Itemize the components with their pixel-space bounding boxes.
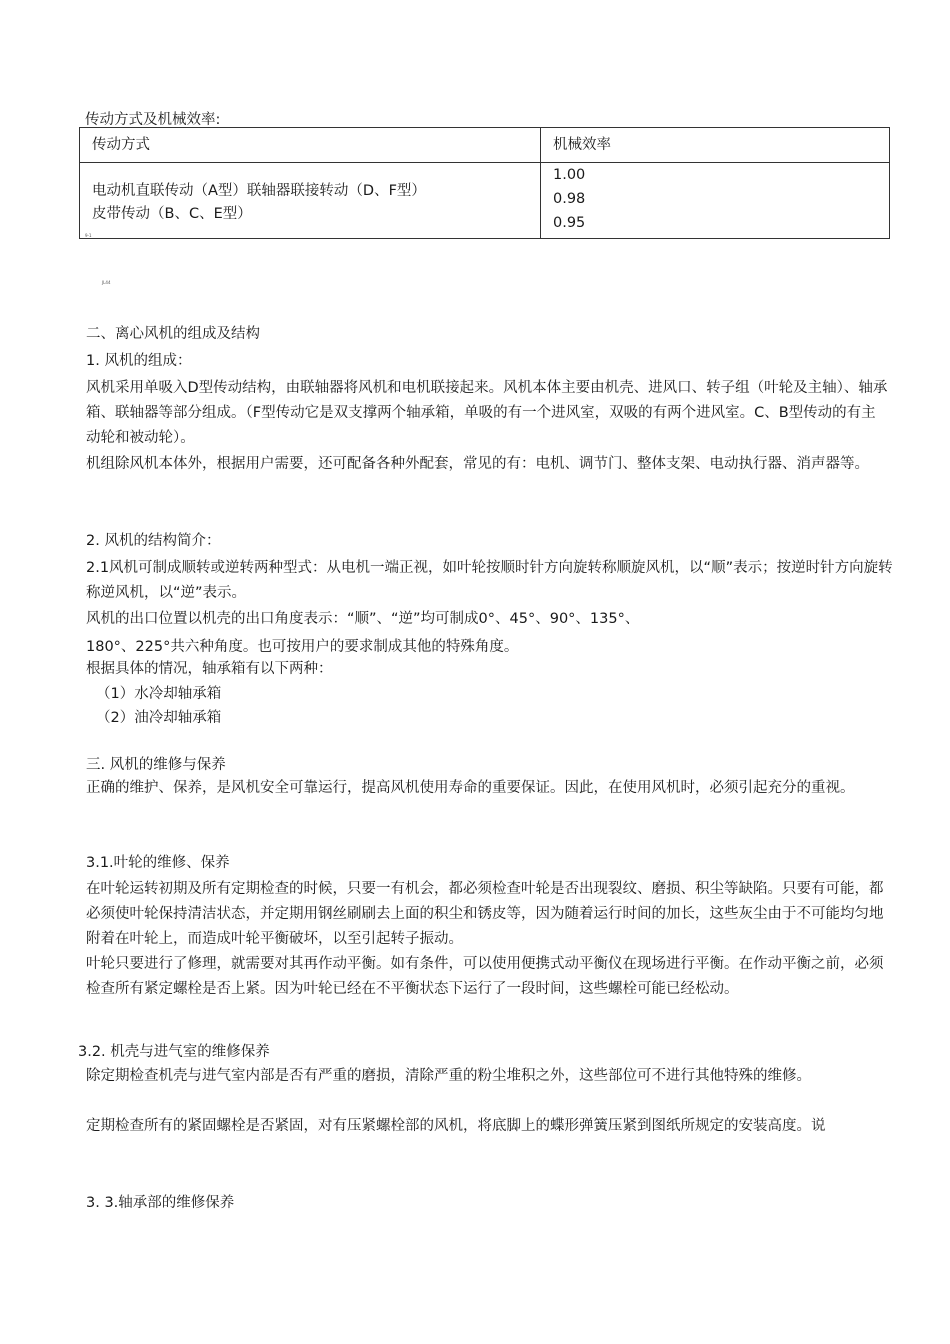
transmission-methods-cell [80,163,541,239]
section3-intro: 正确的维护、保养，是风机安全可靠运行，提高风机使用寿命的重要保证。因此，在使用风机时，必须引起充分的重视。 [86,780,855,796]
efficiency-values-cell [541,163,890,239]
efficiency-value: 0.98 [553,191,586,207]
section3-2-heading: 3.2. 机壳与进气室的维修保养 [78,1044,270,1060]
section2-sub2-paragraph3: 根据具体的情况，轴承箱有以下两种： [86,661,333,677]
bearing-box-item: （1）水冷却轴承箱 [96,686,222,702]
section3-3-heading: 3. 3.轴承部的维修保养 [86,1195,235,1211]
section2-heading: 二、离心风机的组成及结构 [86,326,260,342]
tiny-mark: 9-1 [85,233,92,238]
section3-1-paragraph2: 叶轮只要进行了修理，就需要对其再作动平衡。如有条件，可以使用便携式动平衡仪在现场进行平衡。在作动平衡之前，必须检查所有紧定螺栓是否上紧。因为叶轮已经在不平衡状态下运行了一段时间，这些螺栓可能已经松动。 [86,956,884,997]
tiny-mark: JL44 [102,280,111,285]
header-transmission-method: 传动方式 [80,128,541,163]
table-header-row [80,128,890,163]
method-belt-drive: 皮带传动（B、C、E型） [92,206,252,222]
efficiency-table [79,127,890,239]
section2-sub2-paragraph2b: 180°、225°共六种角度。也可按用户的要求制成其他的特殊角度。 [86,639,519,655]
table-row [80,163,890,239]
section3-2-paragraph1: 除定期检查机壳与进气室内部是否有严重的磨损，清除严重的粉尘堆积之外，这些部位可不进行其他特殊的维修。 [86,1068,811,1084]
section3-1-heading: 3.1.叶轮的维修、保养 [86,855,230,871]
table-caption: 传动方式及机械效率: [85,112,221,128]
efficiency-value: 1.00 [553,167,586,183]
method-direct-coupling: 电动机直联传动（A型）联轴器联接转动（D、F型） [92,183,426,199]
section2-sub2-paragraph2a: 风机的出口位置以机壳的出口角度表示：“顺”、“逆”均可制成0°、45°、90°、135°、 [86,611,640,627]
section2-sub2-paragraph1: 2.1风机可制成顺转或逆转两种型式：从电机一端正视，如叶轮按顺时针方向旋转称顺旋风机，以“顺”表示；按逆时针方向旋转称逆风机，以“逆”表示。 [86,560,893,601]
section2-sub1-heading: 1. 风机的组成： [86,353,192,369]
section2-sub1-paragraph1: 风机采用单吸入D型传动结构，由联轴器将风机和电机联接起来。风机本体主要由机壳、进风口、转子组（叶轮及主轴）、轴承箱、联轴器等部分组成。（F型传动它是双支撑两个轴承箱，单吸的有一个进风室，双吸的有两个进风室。C、B型传动的有主动轮和被动轮）。 [86,380,888,446]
section3-1-paragraph1: 在叶轮运转初期及所有定期检查的时候，只要一有机会，都必须检查叶轮是否出现裂纹、磨损、积尘等缺陷。只要有可能，都必须使叶轮保持清洁状态，并定期用钢丝刷刷去上面的积尘和锈皮等，因为随着运行时间的加长，这些灰尘由于不可能均匀地附着在叶轮上，而造成叶轮平衡破坏，以至引起转子振动。 [86,881,884,947]
header-mechanical-efficiency: 机械效率 [541,128,890,163]
bearing-box-item: （2）油冷却轴承箱 [96,710,222,726]
section3-2-paragraph2: 定期检查所有的紧固螺栓是否紧固，对有压紧螺栓部的风机，将底脚上的蝶形弹簧压紧到图纸所规定的安装高度。说 [86,1118,826,1134]
section3-heading: 三. 风机的维修与保养 [86,757,226,773]
efficiency-value: 0.95 [553,215,586,231]
section2-sub1-paragraph2: 机组除风机本体外，根据用户需要，还可配备各种外配套，常见的有：电机、调节门、整体支架、电动执行器、消声器等。 [86,456,869,472]
section2-sub2-heading: 2. 风机的结构简介： [86,533,221,549]
